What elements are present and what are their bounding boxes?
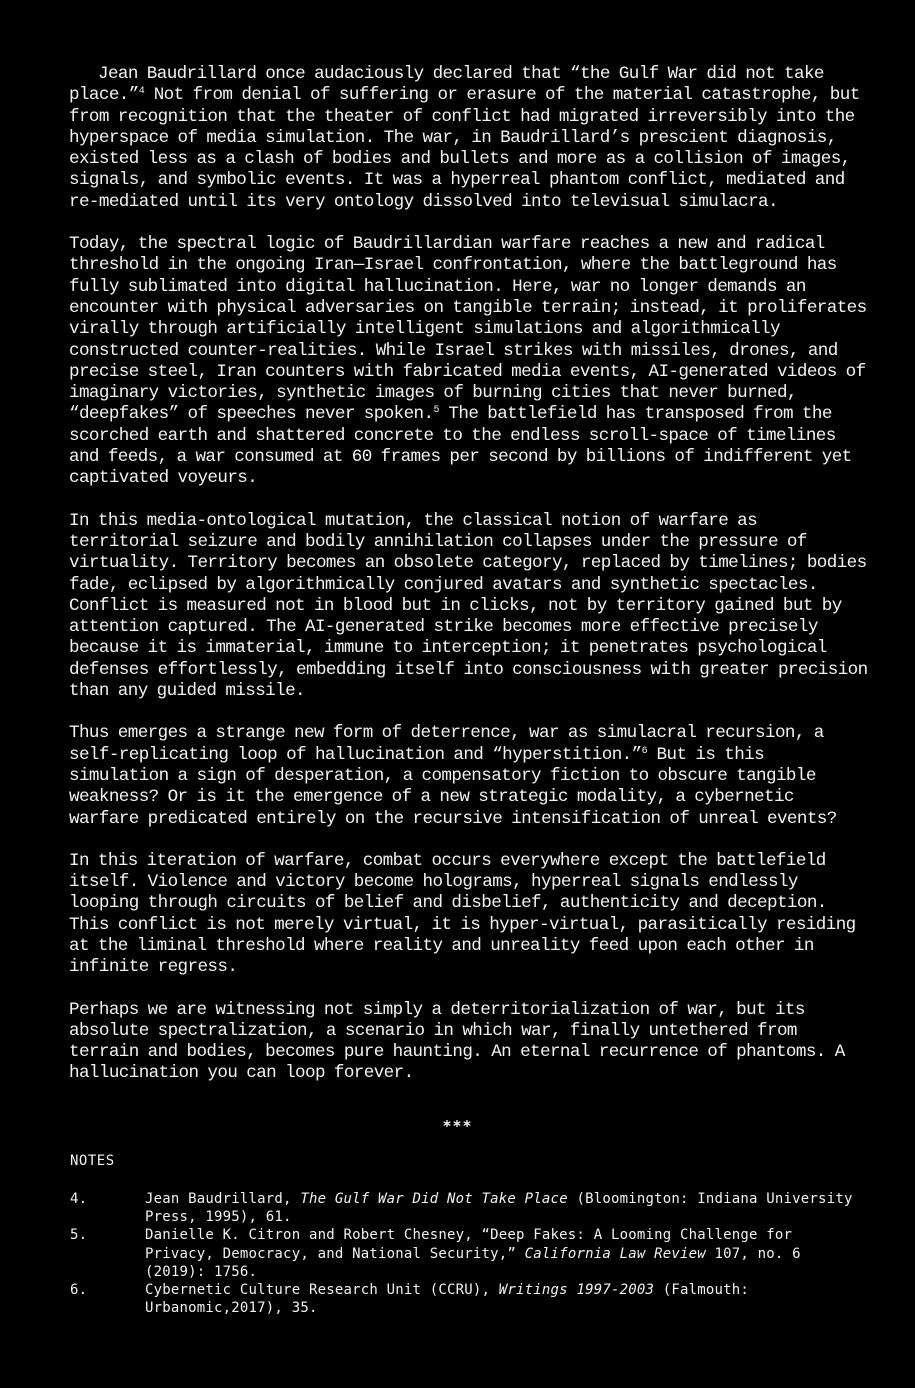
note-text (145, 1226, 860, 1281)
footnote-ref-6: 6 (641, 745, 648, 757)
paragraph-1 (69, 64, 869, 213)
note-number: 4. (70, 1191, 88, 1207)
note-text (145, 1190, 860, 1226)
essay-body (69, 64, 869, 1106)
footnote-ref-5: 5 (433, 405, 440, 417)
note-citation-tail: 107, no. 6 (2019): 1756. (145, 1245, 801, 1280)
note-number: 6. (70, 1282, 88, 1299)
section-separator: *** (442, 1117, 473, 1135)
paragraph-2-part-2: The battlefield has transposed from the scorched earth and shattered concrete to the endless scroll-space of timelines and feeds, a war consumed at 60 frames per second by billions of indifferent yet captivated voyeurs. (69, 404, 852, 489)
note-citation-tail: (Bloomington: Indiana University Press, 1995), 61. (145, 1191, 853, 1226)
note-citation-lead: Cybernetic Culture Research Unit (CCRU), (145, 1282, 499, 1299)
paragraph-4 (69, 723, 869, 829)
notes-heading: NOTES (70, 1153, 115, 1169)
paragraph-2 (69, 234, 869, 490)
note-item (70, 1281, 860, 1317)
note-item (70, 1190, 860, 1226)
note-text (145, 1281, 860, 1317)
note-work-title: California Law Review (524, 1245, 706, 1262)
notes-list (70, 1190, 860, 1317)
paragraph-6: Perhaps we are witnessing not simply a deterritorialization of war, but its absolute spectralization, a scenario in which war, finally untethered from terrain and bodies, becomes pure haunting. An eternal recurrence of phantoms. A hallucination you can loop forever. (69, 999, 845, 1084)
paragraph-3: In this media-ontological mutation, the classical notion of warfare as territorial seizure and bodily annihilation collapses under the pressure of virtuality. Territory becomes an obsolete category, replaced by timelines; bodies fade, eclipsed by algorithmically conjured avatars and synthetic spectacles. Conflict is measured not in blood but in clicks, not by territory gained but by attention captured. The AI-generated strike becomes more effective precisely because it is immaterial, immune to interception; it penetrates psychological defenses effortlessly, embedding itself into consciousness with greater precision than any guided missile. (69, 510, 868, 702)
paragraph-5: In this iteration of warfare, combat occurs everywhere except the battlefield itself. Violence and victory become holograms, hyperreal signals endlessly looping through circuits of belief and disbelief, authenticity and deception. This conflict is not merely virtual, it is hyper-virtual, parasitically residing at the liminal threshold where reality and unreality feed upon each other in infinite regress. (69, 850, 856, 978)
note-work-title: The Gulf War Did Not Take Place (300, 1191, 568, 1207)
paragraph-2-part-1: Today, the spectral logic of Baudrillardian warfare reaches a new and radical threshold in the ongoing Iran—Israel confrontation, where the battleground has fully sublimated into digital hallucination. Here, war no longer demands an encounter with physical adversaries on tangible terrain; instead, it proliferates virally through artificially intelligent simulations and algorithmically constructed counter-realities. While Israel strikes with missiles, drones, and precise steel, Iran counters with fabricated media events, AI-generated videos of imaginary victories, synthetic images of burning cities that never burned, “deepfakes” of speeches never spoken. (69, 234, 867, 425)
paragraph-4-part-2: But is this simulation a sign of desperation, a compensatory fiction to obscure tangible weakness? Or is it the emergence of a new strategic modality, a cybernetic warfare predicated entirely on the recursive intensification of unreal events? (69, 744, 837, 829)
note-number: 5. (70, 1227, 88, 1244)
paragraph-4-part-1: Thus emerges a strange new form of deterrence, war as simulacral recursion, a self-replicating loop of hallucination and “hyperstition.” (69, 723, 824, 765)
paragraph-1-part-1: Jean Baudrillard once audaciously declared that “the Gulf War did not take place.” (69, 64, 824, 106)
note-citation-tail: (Falmouth: Urbanomic,2017), 35. (145, 1282, 750, 1317)
footnote-ref-4: 4 (138, 86, 145, 98)
note-citation-lead: Jean Baudrillard, (145, 1191, 301, 1207)
note-work-title: Writings 1997-2003 (498, 1282, 655, 1299)
note-item (70, 1226, 860, 1281)
paragraph-1-part-2: Not from denial of suffering or erasure of the material catastrophe, but from recognition that the theater of conflict had migrated irreversibly into the hyperspace of media simulation. The war, in Baudrillard’s prescient diagnosis, existed less as a clash of bodies and bullets and more as a collision of images, signals, and symbolic events. It was a hyperreal phantom conflict, mediated and re-mediated until its very ontology dissolved into televisual simulacra. (69, 85, 860, 212)
note-citation-lead: Danielle K. Citron and Robert Chesney, “Deep Fakes: A Looming Challenge for Privacy, Democracy, and National Security,” (145, 1227, 793, 1262)
